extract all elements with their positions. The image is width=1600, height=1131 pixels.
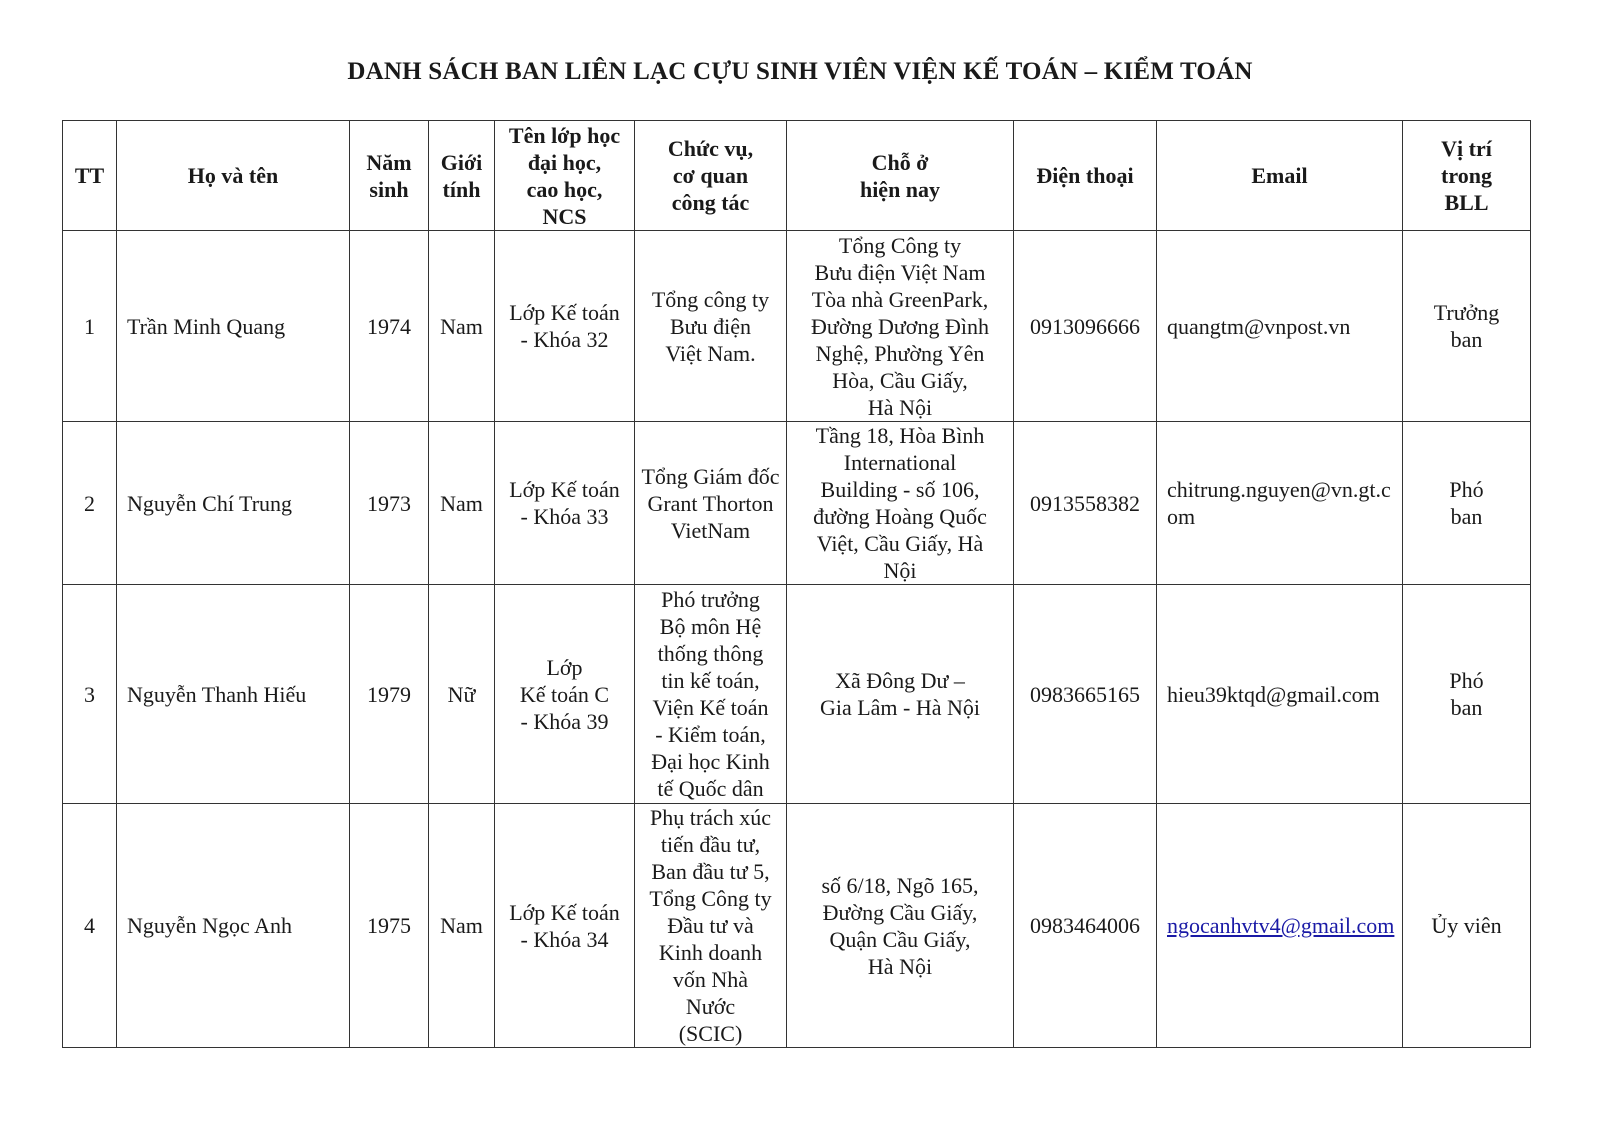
cell-text-line: cao học, — [526, 176, 603, 202]
cell-text-line: thống thông — [657, 641, 764, 666]
cell-text-line: Gia Lâm - Hà Nội — [819, 695, 981, 720]
table-row — [63, 231, 1531, 422]
cell-text-line: Đại học Kinh — [651, 749, 770, 774]
cell-text-line: Lớp — [546, 654, 583, 680]
cell-tt: 4 — [63, 804, 117, 1048]
cell-text-line: Ủy viên — [1431, 913, 1502, 938]
cell-text-line: Lớp Kế toán — [509, 300, 620, 325]
cell-text-line: (SCIC) — [678, 1021, 743, 1046]
cell-position — [635, 804, 787, 1048]
cell-text-line: - Khóa 39 — [520, 708, 609, 734]
cell-role — [1403, 804, 1531, 1048]
header-phone: Điện thoại — [1014, 121, 1157, 231]
cell-gender: Nam — [429, 422, 495, 585]
cell-text-line: vốn Nhà — [672, 967, 749, 992]
cell-tt: 2 — [63, 422, 117, 585]
cell-role — [1403, 585, 1531, 804]
cell-text-line: Phó trưởng — [661, 587, 760, 612]
table-row — [63, 585, 1531, 804]
cell-text-line: Lớp Kế toán — [509, 899, 620, 925]
cell-text-line: Tòa nhà GreenPark, — [811, 286, 989, 312]
document-title: DANH SÁCH BAN LIÊN LẠC CỰU SINH VIÊN VIỆN KẾ TOÁN – KIỂM TOÁN — [347, 58, 1253, 85]
cell-text-line: Kế toán C — [519, 681, 610, 707]
cell-text-line: ban — [1450, 327, 1483, 352]
cell-phone: 0983665165 — [1014, 585, 1157, 804]
cell-text-line: - Khóa 32 — [520, 327, 609, 352]
cell-text-line: Kinh doanh — [658, 940, 763, 965]
cell-name: Nguyễn Thanh Hiếu — [117, 585, 350, 804]
cell-text-line: tế Quốc dân — [657, 776, 764, 801]
header-row — [63, 121, 1531, 231]
cell-text-line: công tác — [671, 190, 750, 215]
cell-gender: Nam — [429, 231, 495, 422]
cell-text-line: Nghệ, Phường Yên — [815, 340, 985, 366]
cell-class — [495, 804, 635, 1048]
cell-text-line: Đường Cầu Giấy, — [822, 899, 978, 925]
cell-text-line: hiện nay — [859, 176, 941, 202]
cell-text-line: Phó — [1449, 477, 1484, 502]
cell-text-line: Ban đầu tư 5, — [651, 859, 770, 884]
cell-birth-year: 1979 — [350, 585, 429, 804]
cell-text-line: Giới — [440, 149, 483, 175]
cell-text-line: Tổng Công ty — [838, 232, 962, 258]
cell-position — [635, 585, 787, 804]
cell-text-line: sinh — [369, 176, 409, 202]
cell-text-line: Tầng 18, Hòa Bình — [815, 423, 985, 448]
cell-text-line: Phó — [1449, 668, 1484, 693]
cell-email: quangtm@vnpost.vn — [1157, 231, 1403, 422]
header-email: Email — [1157, 121, 1403, 231]
table-row — [63, 422, 1531, 585]
cell-text-line: VietNam — [670, 517, 751, 543]
cell-text-line: Trưởng — [1433, 300, 1500, 325]
cell-text-line: Bộ môn Hệ — [659, 614, 762, 639]
header-gender — [429, 121, 495, 231]
cell-text-line: Building - số 106, — [820, 477, 980, 502]
cell-text-line: đường Hoàng Quốc — [813, 504, 987, 529]
cell-gender: Nam — [429, 804, 495, 1048]
cell-address — [787, 422, 1014, 585]
cell-birth-year: 1973 — [350, 422, 429, 585]
cell-text-line: Hà Nội — [867, 394, 933, 420]
cell-text-line: ban — [1450, 504, 1483, 529]
cell-text-line: tiến đầu tư, — [660, 832, 761, 857]
cell-text-line: Đầu tư và — [667, 913, 754, 938]
cell-tt: 1 — [63, 231, 117, 422]
cell-text-line: Bưu điện — [670, 313, 751, 339]
cell-text-line: Việt, Cầu Giấy, Hà — [816, 531, 984, 556]
cell-text-line: Tổng Giám đốc — [641, 463, 780, 489]
cell-text-line: tính — [442, 176, 481, 202]
cell-text-line: - Khóa 33 — [520, 504, 609, 529]
cell-text-line: - Kiểm toán, — [655, 722, 766, 747]
cell-address — [787, 585, 1014, 804]
cell-address — [787, 231, 1014, 422]
cell-role — [1403, 422, 1531, 585]
header-birth-year — [350, 121, 429, 231]
cell-text-line: Quận Cầu Giấy, — [829, 926, 971, 952]
cell-class — [495, 231, 635, 422]
cell-text-line: ban — [1450, 695, 1483, 720]
cell-position — [635, 422, 787, 585]
cell-phone: 0913558382 — [1014, 422, 1157, 585]
cell-text-line: Phụ trách xúc — [650, 805, 771, 830]
cell-text-line: đại học, — [527, 149, 602, 175]
cell-tt: 3 — [63, 585, 117, 804]
header-position — [635, 121, 787, 231]
cell-text-line: BLL — [1444, 190, 1489, 215]
cell-position — [635, 231, 787, 422]
cell-text-line: Tên lớp học — [508, 122, 621, 148]
cell-text-line: tin kế toán, — [661, 668, 760, 693]
cell-text-line: cơ quan — [672, 163, 749, 188]
cell-text-line: Nội — [883, 558, 917, 583]
cell-text-line: Bưu điện Việt Nam — [814, 259, 986, 285]
header-address — [787, 121, 1014, 231]
cell-class — [495, 585, 635, 804]
cell-email — [1157, 804, 1403, 1048]
cell-text-line: Grant Thorton — [647, 490, 774, 516]
cell-birth-year: 1974 — [350, 231, 429, 422]
alumni-liaison-table — [62, 120, 1531, 1048]
header-tt: TT — [63, 121, 117, 231]
cell-text-line: Năm — [366, 149, 412, 175]
cell-text-line: NCS — [542, 203, 587, 229]
cell-text-line: Viện Kế toán — [652, 695, 769, 720]
cell-text-line: Vị trí — [1441, 136, 1492, 161]
cell-role — [1403, 231, 1531, 422]
cell-phone: 0983464006 — [1014, 804, 1157, 1048]
cell-address — [787, 804, 1014, 1048]
cell-name: Trần Minh Quang — [117, 231, 350, 422]
cell-text-line: International — [843, 450, 957, 475]
cell-text-line: số 6/18, Ngõ 165, — [821, 872, 979, 898]
cell-phone: 0913096666 — [1014, 231, 1157, 422]
header-role — [1403, 121, 1531, 231]
cell-text-line: Hòa, Cầu Giấy, — [832, 367, 968, 393]
cell-text-line: Chức vụ, — [667, 136, 754, 161]
cell-name: Nguyễn Chí Trung — [117, 422, 350, 585]
cell-text-line: Việt Nam. — [665, 340, 756, 366]
cell-text-line: Hà Nội — [867, 953, 933, 979]
cell-email: hieu39ktqd@gmail.com — [1157, 585, 1403, 804]
cell-text-line: Chỗ ở — [871, 149, 929, 175]
cell-text-line: Tổng Công ty — [649, 886, 772, 911]
cell-text-line: Xã Đông Dư – — [835, 668, 965, 693]
header-class — [495, 121, 635, 231]
cell-text-line: Lớp Kế toán — [509, 477, 620, 502]
cell-class — [495, 422, 635, 585]
email-link[interactable]: ngocanhvtv4@gmail.com — [1167, 913, 1395, 938]
cell-text-line: trong — [1441, 163, 1492, 188]
cell-text-line: Đường Dương Đình — [811, 313, 989, 339]
cell-text-line: Nước — [685, 994, 736, 1019]
cell-gender: Nữ — [429, 585, 495, 804]
cell-text-line: - Khóa 34 — [520, 926, 609, 952]
header-name: Họ và tên — [117, 121, 350, 231]
cell-email: chitrung.nguyen@vn.gt.com — [1157, 422, 1403, 585]
cell-text-line: Tổng công ty — [651, 286, 770, 312]
table-row — [63, 804, 1531, 1048]
cell-birth-year: 1975 — [350, 804, 429, 1048]
cell-name: Nguyễn Ngọc Anh — [117, 804, 350, 1048]
